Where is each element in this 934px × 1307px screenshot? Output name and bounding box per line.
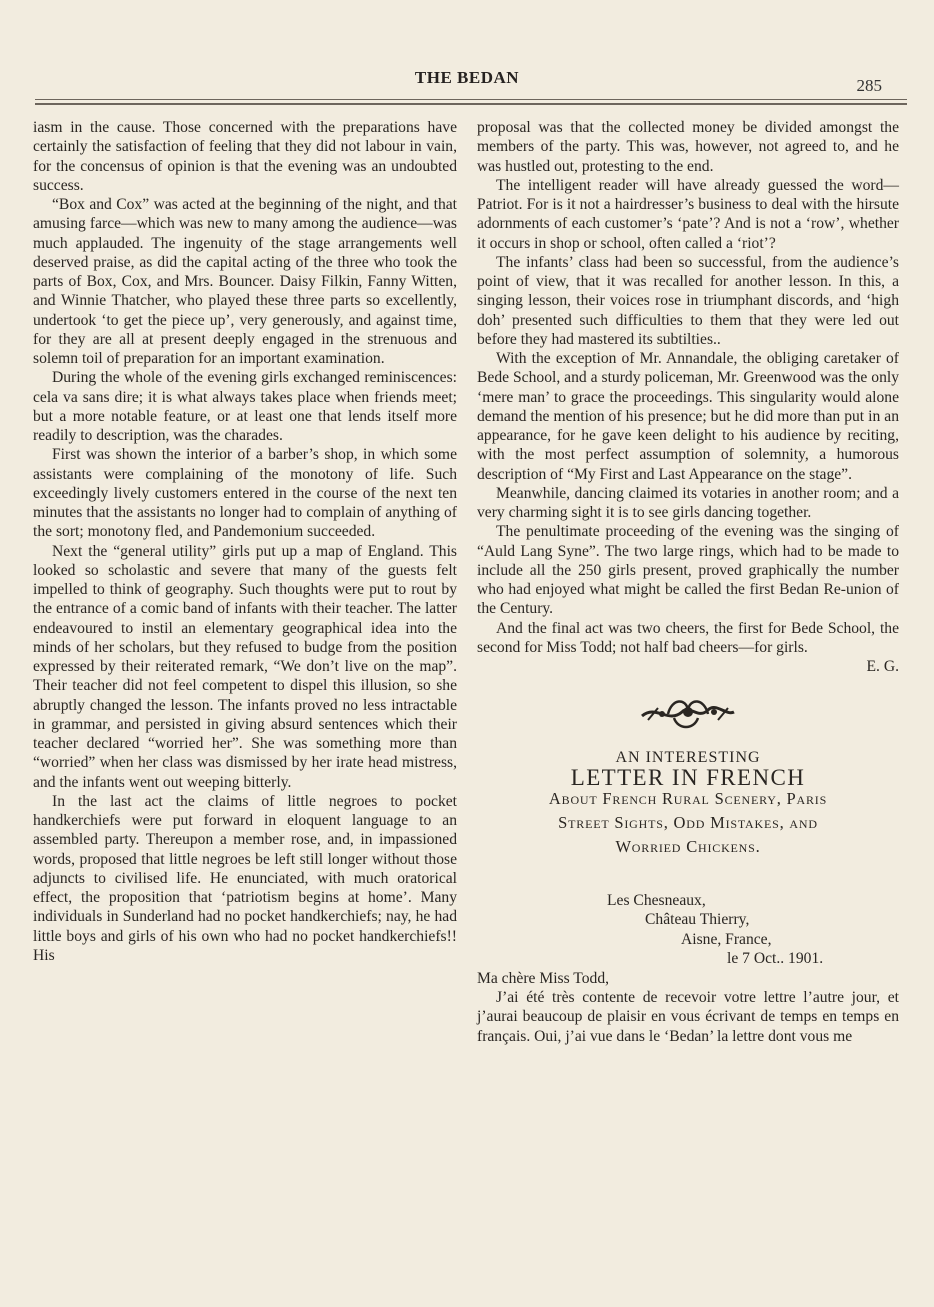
left-paragraph-6: In the last act the claims of little negroes to pocket handkerchiefs were put forward in eloquent language to an assembled party. Thereupon a member rose, and, in impassioned words, proposed that little negroes be left still longer without those adjuncts to civilised life. He enunciated, with much oratorical effect, the proposition that ‘patriotism begins at home’. Many individuals in Sunderland had no pocket handkerchiefs; nay, he had little boys and girls of his own who had no pocket handkerchiefs!! His	[33, 792, 457, 964]
letter-salutation: Ma chère Miss Todd,	[477, 969, 610, 987]
letter-address	[477, 891, 899, 969]
address-line-1: Les Chesneaux,	[607, 891, 706, 909]
article-subtitle-line-2: Street Sights, Odd Mistakes, and	[558, 812, 818, 832]
left-paragraph-2: “Box and Cox” was acted at the beginning of the night, and that amusing farce—which was new to many among the audience—was much applauded. The ingenuity of the stage arrangements well deserved praise, as did the capital acting of the three who took the parts of Box, Cox, and Mrs. Bouncer. Daisy Filkin, Fanny Witten, and Winnie Thatcher, who played these three parts so excellently, undertook ‘to get the piece up’, very generously, and against time, for they are all at present deeply engaged in the strenuous and solemn toil of preparation for an important examination.	[33, 196, 457, 367]
article-kicker: AN INTERESTING	[615, 749, 761, 767]
page-number: 285	[856, 76, 882, 95]
letter-date: le 7 Oct.. 1901.	[727, 950, 824, 968]
left-paragraph-5: Next the “general utility” girls put up a map of England. This looked so scholastic and severe that many of the guests felt impelled to think of geography. Such thoughts were put to rout by the entrance of a comic band of infants with their teacher. The latter endeavoured to instil an elementary geographical idea into the minds of her scholars, but they refused to budge from the position expressed by their reiterated remark, “We don’t live on the map”. Their teacher did not feel competent to dispel this illusion, so she abruptly changed the lesson. The infants proved no less intractable in grammar, and persisted in giving absurd sentences which their teacher declared “worried her”. She was something more than “worried” when her class was dismissed by her irate head mistress, and the infants went out weeping bitterly.	[33, 542, 457, 791]
right-paragraph-1: proposal was that the collected money be divided amongst the members of the party. This was, however, not agreed to, and he was hustled out, protesting to the end.	[477, 119, 899, 175]
right-paragraph-5: Meanwhile, dancing claimed its votaries in another room; and a very charming sight it is to see girls dancing together.	[477, 484, 899, 521]
article-title: LETTER IN FRENCH	[570, 764, 806, 790]
right-paragraph-6: The penultimate proceeding of the evening was the singing of “Auld Lang Syne”. The two large rings, which had to be made to include all the 250 girls present, proved graphically the number who had enjoyed what might be called the first Bedan Re-union of the Century.	[477, 523, 899, 618]
right-paragraph-3: The infants’ class had been so successful, from the audience’s point of view, that it was recalled for another lesson. In this, a singing lesson, their voices rose in triumphant discords, and ‘high doh’ presented such difficulties to them that they were led out before they had mastered its subtilties..	[477, 253, 899, 348]
floral-ornament-icon	[477, 690, 899, 734]
article-subtitle-line-1: About French Rural Scenery, Paris	[548, 788, 828, 808]
header-rule-thick	[35, 103, 907, 105]
left-paragraph-4: First was shown the interior of a barber’s shop, in which some assistants were complaining of the monotony of life. Such exceedingly lively customers entered in the course of the next ten minutes that the assistants no longer had to complain of anything of the sort; monotony fled, and Pandemonium succeeded.	[33, 446, 457, 541]
right-paragraph-2: The intelligent reader will have already guessed the word—Patriot. For is it not a hairdresser’s business to deal with the hirsute adornments of each customer’s ‘pate’? And is not a ‘row’, whether it occurs in shop or school, often called a ‘riot’?	[477, 176, 899, 252]
letter-body: J’ai été très contente de recevoir votre lettre l’autre jour, et j’aurai beaucoup de plaisir en vous écrivant de temps en temps en français. Oui, j’ai vue dans le ‘Bedan’ la lettre dont vous me	[477, 989, 899, 1045]
left-paragraph-1: iasm in the cause. Those concerned with the preparations have certainly the satisfaction of feeling that they did not labour in vain, for the concensus of opinion is that the evening was an undoubted success.	[33, 119, 457, 194]
address-line-2: Château Thierry,	[645, 911, 750, 929]
running-title: THE BEDAN	[414, 68, 520, 87]
right-paragraph-7: And the final act was two cheers, the first for Bede School, the second for Miss Todd; not half bad cheers—for girls.	[477, 619, 899, 656]
right-column	[477, 118, 899, 1046]
article-subtitle-line-3: Worried Chickens.	[615, 836, 761, 856]
right-paragraph-4: With the exception of Mr. Annandale, the obliging caretaker of Bede School, and a sturdy policeman, Mr. Greenwood was the only ‘mere man’ to grace the proceedings. This singularity would alone demand the mention of his presence; but he did more than put in an appearance, for he gave keen delight to his audience by reciting, with the most perfect assumption of solemnity, a humorous description of “My First and Last Appearance on the stage”.	[477, 350, 899, 483]
address-line-3: Aisne, France,	[681, 930, 772, 948]
header-rule-thin	[35, 99, 907, 100]
left-column	[33, 118, 457, 965]
left-paragraph-3: During the whole of the evening girls exchanged reminiscences: cela va sans dire; it is what always takes place when friends meet; but a more notable feature, or at least one that lends itself more readily to description, was the charades.	[33, 369, 457, 444]
author-initials: E. G.	[866, 658, 899, 675]
